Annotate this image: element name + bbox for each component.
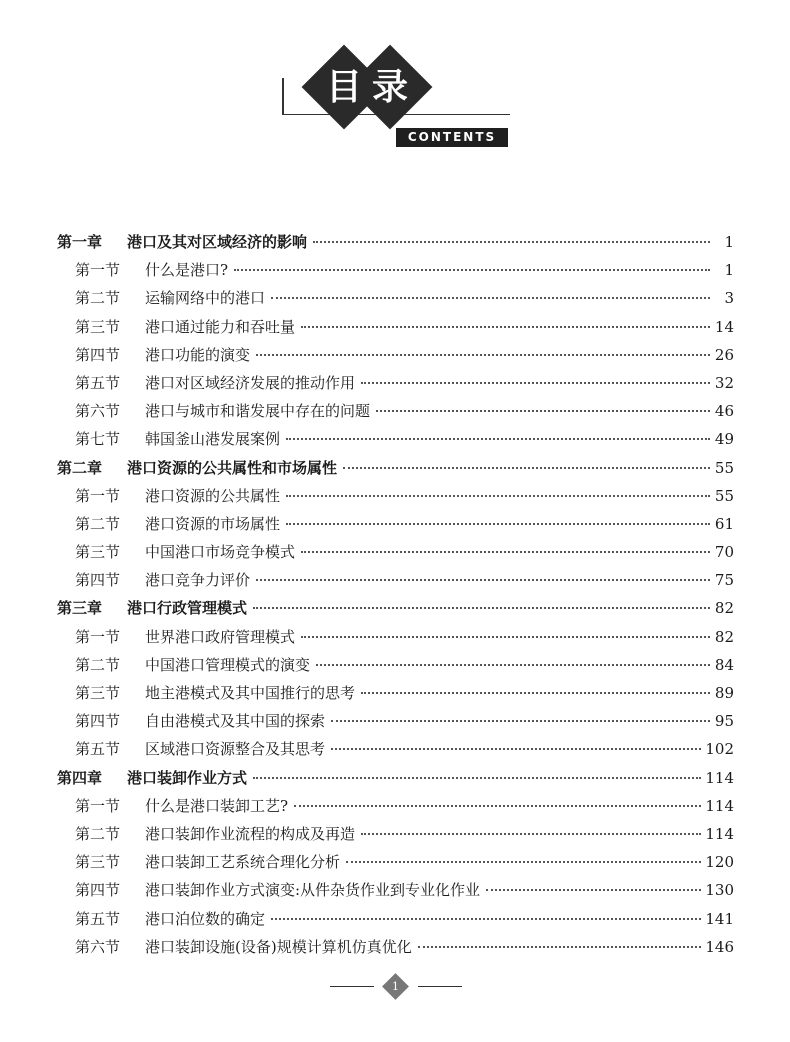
header-subtitle: CONTENTS — [396, 128, 508, 147]
toc-entry-label: 第三节 — [75, 317, 121, 336]
toc-entry-label: 第一节 — [75, 261, 121, 280]
toc-entry-label: 第六节 — [75, 402, 121, 421]
toc-entry-title: 港口泊位数的确定 — [145, 909, 266, 928]
toc-entry-page: 14 — [714, 317, 734, 336]
toc-entry-label: 第二节 — [75, 514, 121, 533]
toc-entry-title: 区域港口资源整合及其思考 — [145, 740, 326, 759]
toc-entry-label: 第二节 — [75, 289, 121, 308]
toc-dot-leader — [294, 804, 701, 807]
toc-entry-page: 55 — [714, 458, 734, 477]
toc-dot-leader — [253, 776, 701, 779]
toc-dot-leader — [286, 437, 710, 440]
toc-section-row[interactable] — [57, 425, 734, 453]
toc-entry-label: 第一节 — [75, 627, 121, 646]
toc-entry-title: 港口行政管理模式 — [127, 599, 248, 618]
toc-section-row[interactable] — [57, 735, 734, 763]
toc-entry-label: 第二章 — [57, 458, 103, 477]
toc-section-row[interactable] — [57, 538, 734, 566]
toc-entry-title: 港口装卸设施(设备)规模计算机仿真优化 — [145, 937, 412, 956]
toc-entry-label: 第五节 — [75, 740, 121, 759]
toc-section-row[interactable] — [57, 397, 734, 425]
toc-section-row[interactable] — [57, 905, 734, 933]
toc-section-row[interactable] — [57, 876, 734, 904]
toc-chapter-row[interactable] — [57, 594, 734, 622]
toc-entry-page: 61 — [714, 514, 734, 533]
toc-dot-leader — [316, 663, 710, 666]
toc-entry-title: 地主港模式及其中国推行的思考 — [145, 684, 356, 702]
toc-entry-page: 141 — [705, 909, 734, 928]
toc-dot-leader — [271, 917, 701, 920]
toc-dot-leader — [234, 268, 710, 271]
toc-dot-leader — [271, 296, 710, 299]
toc-entry-page: 3 — [724, 289, 734, 308]
toc-entry-page: 114 — [705, 768, 734, 787]
toc-entry-page: 95 — [714, 712, 734, 731]
toc-chapter-row[interactable] — [57, 228, 734, 256]
toc-entry-title: 中国港口市场竞争模式 — [145, 543, 296, 562]
toc-entry-title: 港口对区域经济发展的推动作用 — [145, 373, 356, 392]
toc-section-row[interactable] — [57, 510, 734, 538]
toc-entry-label: 第四节 — [75, 712, 121, 731]
toc-entry-label: 第一节 — [75, 486, 121, 505]
toc-dot-leader — [331, 747, 701, 750]
toc-section-row[interactable] — [57, 623, 734, 651]
toc-entry-title: 港口装卸作业方式 — [127, 768, 248, 787]
toc-entry-title: 港口竞争力评价 — [145, 571, 251, 590]
toc-entry-title: 什么是港口? — [145, 261, 229, 280]
toc-section-row[interactable] — [57, 820, 734, 848]
toc-entry-title: 自由港模式及其中国的探索 — [145, 712, 326, 731]
toc-entry-label: 第二节 — [75, 655, 121, 674]
header-title-char-1: 目 — [325, 66, 362, 108]
toc-chapter-row[interactable] — [57, 454, 734, 482]
toc-entry-title: 运输网络中的港口 — [145, 289, 266, 308]
toc-section-row[interactable] — [57, 651, 734, 679]
table-of-contents — [57, 228, 734, 961]
toc-dot-leader — [361, 832, 701, 835]
toc-entry-title: 什么是港口装卸工艺? — [145, 796, 289, 815]
toc-entry-title: 港口及其对区域经济的影响 — [127, 233, 308, 251]
toc-entry-page: 49 — [714, 430, 734, 449]
toc-section-row[interactable] — [57, 313, 734, 341]
toc-entry-label: 第三节 — [75, 543, 121, 562]
toc-entry-label: 第三节 — [75, 853, 121, 872]
toc-section-row[interactable] — [57, 256, 734, 284]
toc-entry-label: 第四节 — [75, 345, 121, 364]
toc-entry-label: 第七节 — [75, 430, 121, 449]
toc-entry-label: 第三节 — [75, 684, 121, 702]
toc-section-row[interactable] — [57, 482, 734, 510]
toc-dot-leader — [286, 522, 710, 525]
toc-entry-label: 第四节 — [75, 881, 121, 900]
toc-entry-label: 第一章 — [57, 233, 103, 251]
toc-dot-leader — [301, 635, 710, 638]
toc-dot-leader — [286, 494, 710, 497]
toc-entry-title: 世界港口政府管理模式 — [145, 627, 296, 646]
toc-section-row[interactable] — [57, 566, 734, 594]
toc-entry-label: 第五节 — [75, 909, 121, 928]
toc-dot-leader — [361, 691, 710, 694]
toc-entry-label: 第一节 — [75, 796, 121, 815]
toc-entry-title: 港口装卸工艺系统合理化分析 — [145, 853, 341, 872]
footer-page-number: 1 — [392, 980, 399, 993]
toc-section-row[interactable] — [57, 707, 734, 735]
toc-entry-page: 1 — [724, 233, 734, 251]
toc-entry-page: 84 — [714, 655, 734, 674]
toc-entry-page: 55 — [714, 486, 734, 505]
toc-dot-leader — [313, 240, 710, 243]
toc-entry-page: 26 — [714, 345, 734, 364]
toc-entry-page: 146 — [705, 937, 734, 956]
toc-entry-label: 第四章 — [57, 768, 103, 787]
toc-entry-title: 港口资源的市场属性 — [145, 514, 281, 533]
toc-dot-leader — [331, 719, 710, 722]
toc-dot-leader — [301, 550, 710, 553]
toc-entry-title: 韩国釜山港发展案例 — [145, 430, 281, 449]
toc-entry-page: 102 — [705, 740, 734, 759]
toc-entry-title: 港口装卸作业流程的构成及再造 — [145, 824, 356, 843]
toc-entry-page: 130 — [705, 881, 734, 900]
toc-section-row[interactable] — [57, 792, 734, 820]
toc-section-row[interactable] — [57, 848, 734, 876]
toc-section-row[interactable] — [57, 284, 734, 312]
toc-dot-leader — [486, 888, 701, 891]
toc-dot-leader — [256, 578, 710, 581]
toc-dot-leader — [418, 945, 702, 948]
toc-entry-page: 1 — [724, 261, 734, 280]
toc-entry-label: 第六节 — [75, 937, 121, 956]
toc-entry-page: 32 — [714, 373, 734, 392]
toc-entry-page: 82 — [714, 627, 734, 646]
toc-entry-page: 82 — [714, 599, 734, 618]
toc-entry-page: 89 — [714, 684, 734, 702]
toc-entry-label: 第二节 — [75, 824, 121, 843]
toc-entry-page: 120 — [705, 853, 734, 872]
contents-header — [270, 40, 520, 144]
toc-dot-leader — [253, 606, 710, 609]
footer-rule-left — [330, 986, 374, 987]
toc-entry-page: 114 — [705, 824, 734, 843]
page-footer — [330, 974, 462, 1000]
header-title-char-2: 录 — [371, 66, 408, 108]
toc-entry-label: 第四节 — [75, 571, 121, 590]
toc-dot-leader — [256, 353, 710, 356]
toc-section-row[interactable] — [57, 933, 734, 961]
toc-entry-title: 港口资源的公共属性和市场属性 — [127, 458, 338, 477]
toc-entry-title: 港口功能的演变 — [145, 345, 251, 364]
footer-rule-right — [418, 986, 462, 987]
toc-entry-title: 港口装卸作业方式演变:从件杂货作业到专业化作业 — [145, 881, 481, 900]
toc-section-row[interactable] — [57, 679, 734, 707]
toc-entry-page: 114 — [705, 796, 734, 815]
toc-entry-page: 70 — [714, 543, 734, 562]
toc-dot-leader — [346, 860, 701, 863]
toc-chapter-row[interactable] — [57, 764, 734, 792]
toc-entry-page: 75 — [714, 571, 734, 590]
toc-dot-leader — [361, 381, 710, 384]
toc-section-row[interactable] — [57, 369, 734, 397]
toc-entry-title: 港口通过能力和吞吐量 — [145, 317, 296, 336]
toc-dot-leader — [301, 325, 710, 328]
toc-entry-title: 港口与城市和谐发展中存在的问题 — [145, 402, 371, 421]
toc-dot-leader — [343, 466, 710, 469]
toc-section-row[interactable] — [57, 341, 734, 369]
toc-entry-label: 第五节 — [75, 373, 121, 392]
toc-entry-label: 第三章 — [57, 599, 103, 618]
toc-dot-leader — [376, 409, 710, 412]
toc-entry-title: 港口资源的公共属性 — [145, 486, 281, 505]
toc-entry-title: 中国港口管理模式的演变 — [145, 655, 311, 674]
toc-entry-page: 46 — [714, 402, 734, 421]
